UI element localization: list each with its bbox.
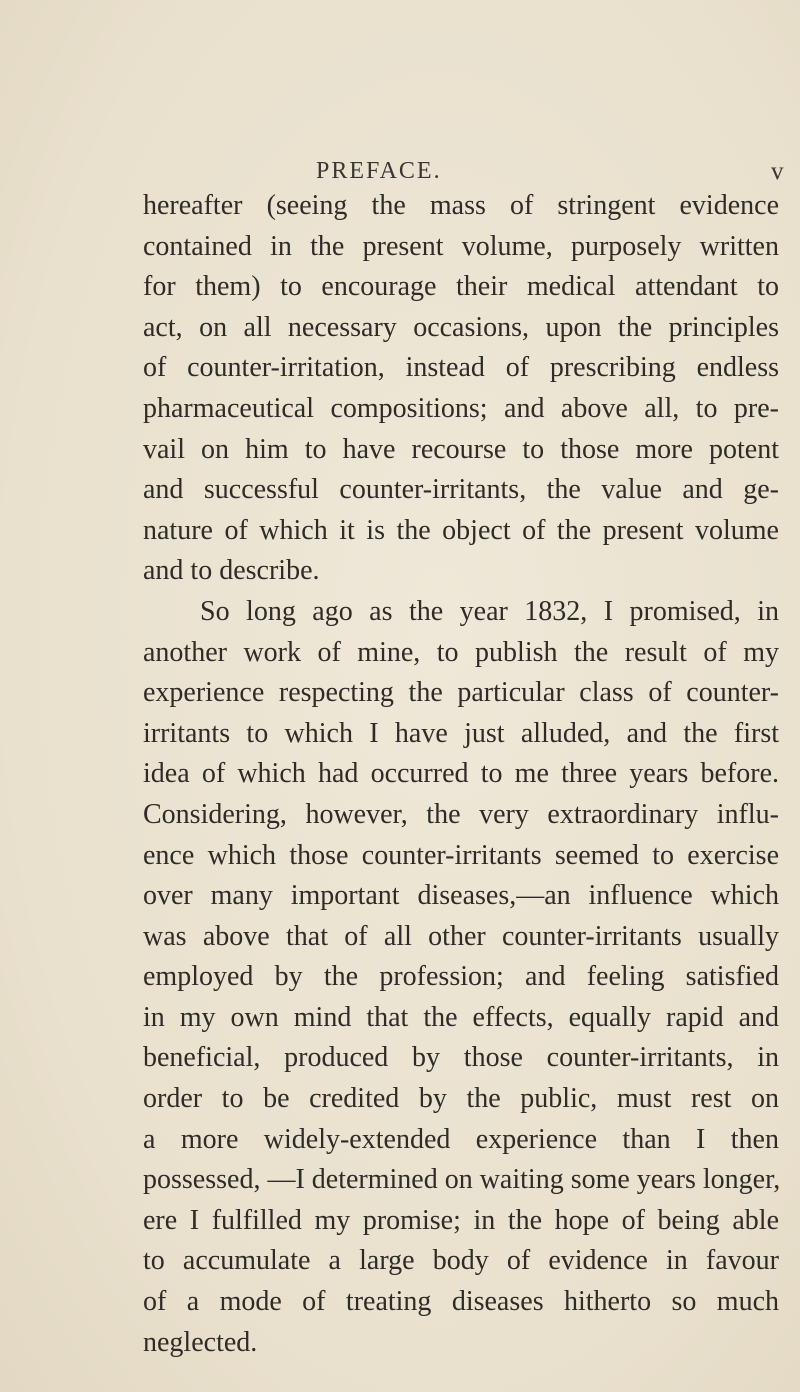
text-line: beneficial, produced by those counter-irritants, in bbox=[143, 1042, 779, 1074]
text-line: So long ago as the year 1832, I promised, in bbox=[200, 595, 779, 627]
text-line: order to be credited by the public, must rest on bbox=[143, 1083, 779, 1115]
text-line: a more widely-extended experience than I then bbox=[143, 1123, 779, 1155]
text-line: idea of which had occurred to me three years before. bbox=[143, 758, 779, 790]
text-line: hereafter (seeing the mass of stringent evidence bbox=[143, 190, 779, 221]
text-line: ere I fulfilled my promise; in the hope of being able bbox=[143, 1204, 779, 1236]
text-line: irritants to which I have just alluded, and the first bbox=[143, 717, 779, 749]
text-line: neglected. bbox=[143, 1326, 258, 1358]
text-line: in my own mind that the effects, equally rapid and bbox=[143, 1001, 779, 1033]
page-number: v bbox=[771, 158, 784, 185]
text-line: of counter-irritation, instead of prescribing endless bbox=[143, 352, 779, 384]
text-line: Considering, however, the very extraordinary influ- bbox=[143, 798, 779, 830]
text-line: of a mode of treating diseases hitherto so much bbox=[143, 1286, 779, 1318]
running-title: PREFACE. bbox=[316, 158, 442, 184]
text-line: vail on him to have recourse to those more potent bbox=[143, 433, 779, 465]
text-line: act, on all necessary occasions, upon the principles bbox=[143, 311, 779, 343]
text-line: employed by the profession; and feeling satisfied bbox=[143, 961, 779, 993]
text-line: over many important diseases,—an influence which bbox=[143, 880, 779, 912]
text-line: nature of which it is the object of the present volume bbox=[143, 514, 779, 546]
text-line: another work of mine, to publish the result of my bbox=[143, 636, 779, 668]
text-line: and successful counter-irritants, the value and ge- bbox=[143, 474, 779, 506]
text-line: experience respecting the particular class of counter- bbox=[143, 677, 779, 709]
text-line: contained in the present volume, purposely written bbox=[143, 230, 779, 262]
text-line: possessed, —I determined on waiting some years longer, bbox=[143, 1164, 781, 1196]
text-line: and to describe. bbox=[143, 555, 320, 587]
text-line: for them) to encourage their medical attendant to bbox=[143, 271, 779, 303]
body-text bbox=[143, 186, 779, 1363]
text-line: pharmaceutical compositions; and above all, to pre- bbox=[143, 392, 779, 424]
text-line: ence which those counter-irritants seemed to exercise bbox=[143, 839, 779, 871]
text-line: to accumulate a large body of evidence in favour bbox=[143, 1245, 779, 1277]
text-line: was above that of all other counter-irritants usually bbox=[143, 920, 779, 952]
